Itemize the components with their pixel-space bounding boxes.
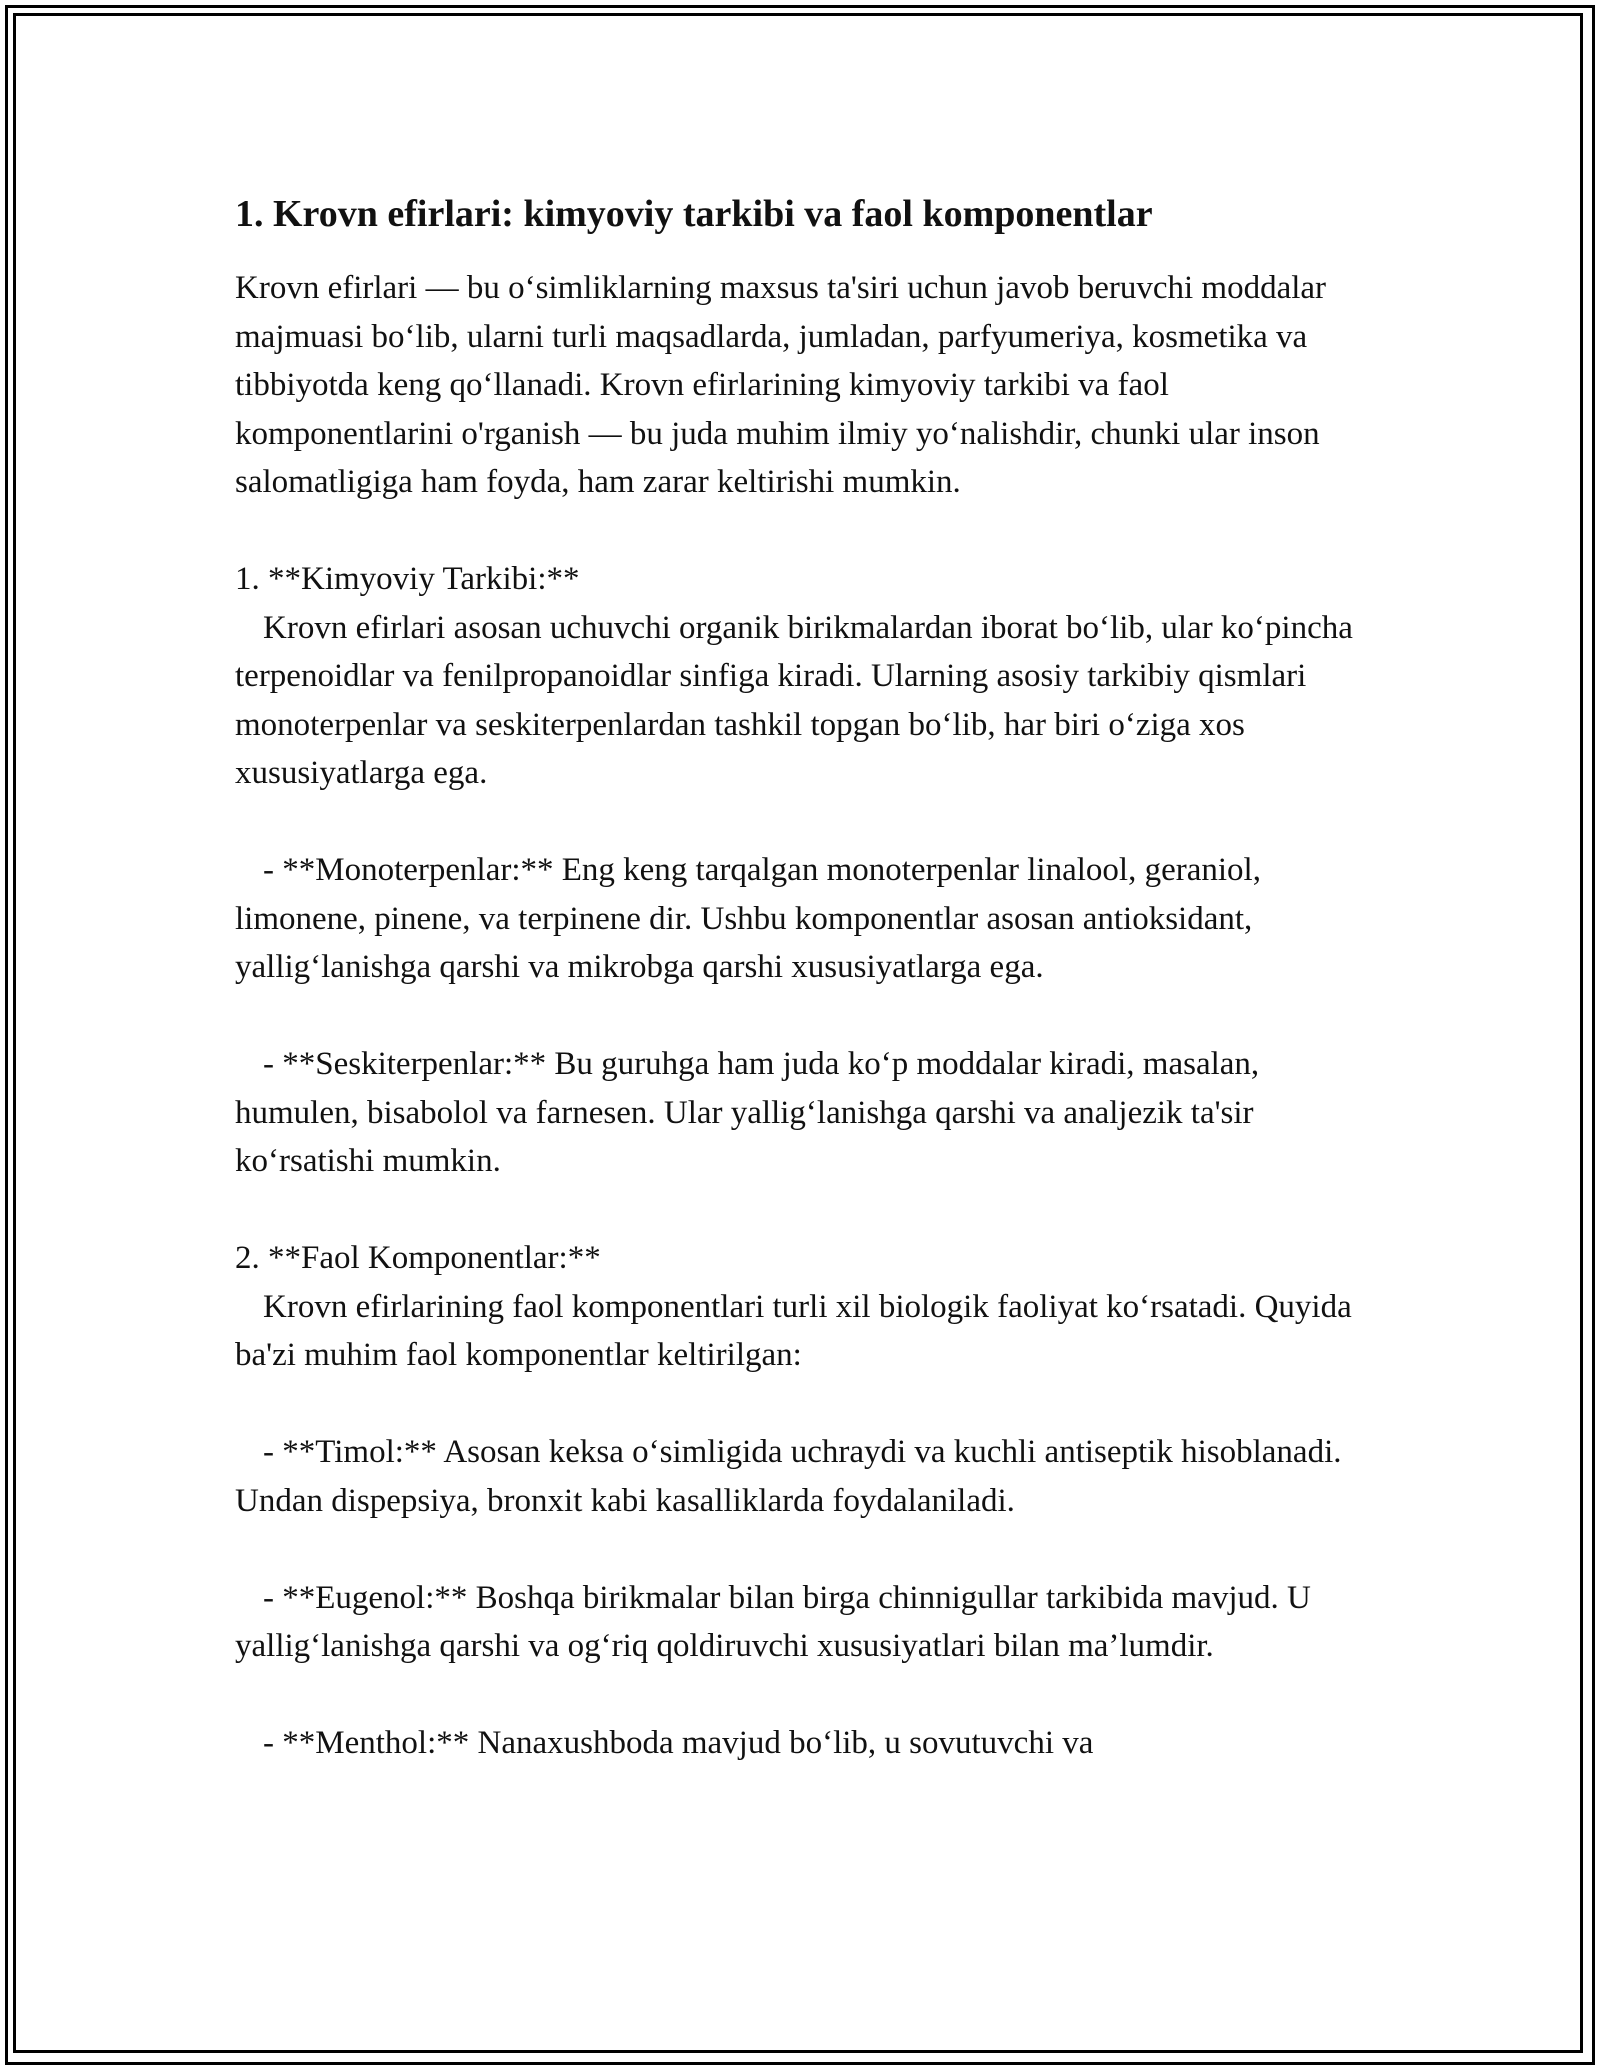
section-1-title: 1. **Kimyoviy Tarkibi:** <box>235 561 580 597</box>
spacer <box>235 1671 1385 1720</box>
eugenol-item: - **Eugenol:** Boshqa birikmalar bilan birga chinnigullar tarkibida mavjud. U yallig‘lanishga qarshi va og‘riq qoldiruvchi xususiyatlari bilan ma’lumdir. <box>235 1579 1311 1664</box>
spacer <box>235 1525 1385 1574</box>
intro-paragraph: Krovn efirlari — bu o‘simliklarning maxsus ta'siri uchun javob beruvchi moddalar majmuasi bo‘lib, ularni turli maqsadlarda, jumladan, parfyumeriya, kosmetika va tibbiyotda keng qo‘llanadi. Krovn efirlarining kimyoviy tarkibi va faol komponentlarini o'rganish — bu juda muhim ilmiy yo‘nalishdir, chunki ular inson salomatligiga ham foyda, ham zarar keltirishi mumkin. <box>235 270 1327 500</box>
section-1-text: Krovn efirlari asosan uchuvchi organik birikmalardan iborat bo‘lib, ular ko‘pincha terpenoidlar va fenilpropanoidlar sinfiga kiradi. Ularning asosiy tarkibiy qismlari monoterpenlar va seskiterpenlardan tashkil topgan bo‘lib, har biri o‘ziga xos xususiyatlarga ega. <box>235 609 1353 791</box>
monoterpenes-item: - **Monoterpenlar:** Eng keng tarqalgan monoterpenlar linalool, geraniol, limonene, pinene, va terpinene dir. Ushbu komponentlar asosan antioksidant, yallig‘lanishga qarshi va mikrobga qarshi xususiyatlarga ega. <box>235 852 1261 985</box>
spacer <box>235 798 1385 847</box>
spacer <box>235 507 1385 556</box>
spacer <box>235 1380 1385 1429</box>
section-2-text: Krovn efirlarining faol komponentlari turli xil biologik faoliyat ko‘rsatadi. Quyida ba'zi muhim faol komponentlar keltirilgan: <box>235 1288 1352 1373</box>
section-2-title: 2. **Faol Komponentlar:** <box>235 1240 601 1276</box>
document-heading: 1. Krovn efirlari: kimyoviy tarkibi va faol komponentlar <box>235 193 1153 235</box>
spacer <box>235 1186 1385 1235</box>
spacer <box>235 992 1385 1041</box>
menthol-item: - **Menthol:** Nanaxushboda mavjud bo‘lib, u sovutuvchi va <box>263 1725 1094 1761</box>
sesquiterpenes-item: - **Seskiterpenlar:** Bu guruhga ham juda ko‘p moddalar kiradi, masalan, humulen, bisabolol va farnesen. Ular yallig‘lanishga qarshi va analjezik ta'sir ko‘rsatishi mumkin. <box>235 1046 1260 1179</box>
thymol-item: - **Timol:** Asosan keksa o‘simligida uchraydi va kuchli antiseptik hisoblanadi. Undan dispepsiya, bronxit kabi kasalliklarda foydalaniladi. <box>235 1434 1342 1519</box>
document-body <box>235 190 1385 1768</box>
